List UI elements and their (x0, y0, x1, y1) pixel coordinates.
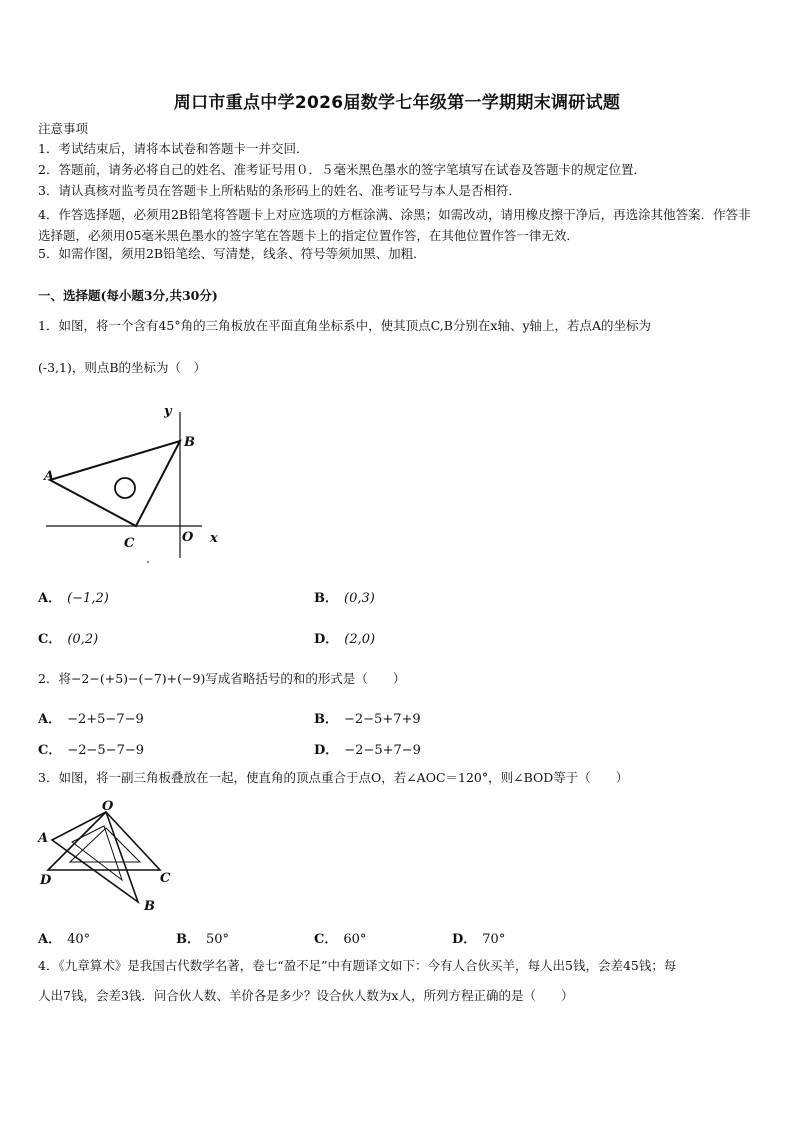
page-title: 周口市重点中学2026届数学七年级第一学期期末调研试题 (173, 93, 621, 113)
q3-triangles-figure (36, 798, 186, 918)
q3-option-a[interactable] (38, 928, 90, 947)
q3-option-b-text: 50° (206, 932, 230, 947)
q3-option-b[interactable] (176, 928, 229, 947)
q1-label-C: C (124, 536, 135, 551)
q1-coordinate-figure (40, 400, 240, 570)
q2-stem: 2．将−2−(+5)−(−7)+(−9)写成省略括号的和的形式是（ ） (38, 671, 406, 686)
notes-heading: 注意事项 (38, 121, 89, 136)
q4-stem-line2: 人出7钱，会差3钱．问合伙人数、羊价各是多少？设合伙人数为x人，所列方程正确的是（ ） (38, 988, 574, 1003)
q2-option-c[interactable] (38, 739, 144, 758)
q3-option-a-key: A． (38, 932, 62, 947)
q3-label-O: O (102, 799, 114, 814)
q1-option-c[interactable] (38, 628, 98, 647)
q2-option-d-text: −2−5+7−9 (344, 743, 421, 758)
note-item-3: 3．请认真核对监考员在答题卡上所粘贴的条形码上的姓名、准考证号与本人是否相符． (38, 183, 521, 198)
q3-label-C: C (160, 871, 171, 886)
q1-label-x: x (210, 531, 218, 546)
q3-label-A: A (38, 831, 49, 846)
q1-option-b-key: B． (314, 591, 338, 606)
q3-option-c-key: C． (314, 932, 338, 947)
q1-option-c-key: C． (38, 632, 62, 647)
q3-label-D: D (40, 873, 52, 888)
q1-label-A: A (44, 469, 55, 484)
q1-option-a-key: A． (38, 591, 62, 606)
q4-stem-line1: 4．《九章算术》是我国古代数学名著，卷七“盈不足”中有题译文如下：今有人合伙买羊，每人出5钱，会差45钱；每 (38, 958, 677, 973)
q1-triangle (50, 441, 180, 526)
q2-option-c-text: −2−5−7−9 (67, 743, 145, 758)
q3-stem: 3．如图，将一副三角板叠放在一起，使直角的顶点重合于点O，若∠AOC＝120°，则∠BOD等于（ ） (38, 770, 629, 785)
q3-label-B: B (144, 899, 155, 914)
q1-option-d-text: (2,0) (344, 632, 376, 647)
q1-small-dot (147, 561, 149, 563)
q1-label-B: B (184, 435, 195, 450)
q3-option-d[interactable] (452, 928, 505, 947)
q2-option-c-key: C． (38, 743, 62, 758)
q2-option-a-text: −2+5−7−9 (67, 712, 144, 727)
q3-option-d-key: D． (452, 932, 477, 947)
q1-option-b-text: (0,3) (344, 591, 375, 606)
q1-option-c-text: (0,2) (67, 632, 99, 647)
q1-option-b[interactable] (314, 587, 375, 606)
q1-option-a-text: (−1,2) (67, 591, 109, 606)
note-item-2: 2．答题前，请务必将自己的姓名、准考证号用０．５毫米黑色墨水的签字笔填写在试卷及答题卡的规定位置． (38, 162, 646, 177)
q2-option-b-key: B． (314, 712, 338, 727)
q2-option-a-key: A． (38, 712, 62, 727)
q3-option-c[interactable] (314, 928, 366, 947)
q1-label-y: y (164, 404, 172, 419)
q1-option-d[interactable] (314, 628, 375, 647)
q1-stem-line2: (-3,1)，则点B的坐标为（ ） (38, 360, 207, 375)
q1-label-O: O (182, 530, 194, 545)
q1-option-a[interactable] (38, 587, 109, 606)
q1-triangle-hole (115, 478, 135, 498)
q3-triangle-inner-large (70, 828, 140, 862)
q3-triangle-large (48, 812, 160, 870)
q2-option-b-text: −2−5+7+9 (344, 712, 421, 727)
q3-option-b-key: B． (176, 932, 200, 947)
q2-option-d-key: D． (314, 743, 339, 758)
q2-option-d[interactable] (314, 739, 421, 758)
q3-option-c-text: 60° (343, 932, 367, 947)
q1-stem-line1: 1．如图，将一个含有45°角的三角板放在平面直角坐标系中，使其顶点C,B分别在x轴、y轴上，若点A的坐标为 (38, 318, 652, 333)
q3-option-d-text: 70° (482, 932, 506, 947)
q1-option-d-key: D． (314, 632, 339, 647)
note-item-1: 1．考试结束后，请将本试卷和答题卡一并交回． (38, 141, 309, 156)
q3-option-a-text: 40° (67, 932, 91, 947)
q2-option-b[interactable] (314, 708, 421, 727)
q2-option-a[interactable] (38, 708, 144, 727)
note-item-5: 5．如需作图，须用2B铅笔绘、写清楚，线条、符号等须加黑、加粗． (38, 246, 426, 261)
note-item-4: 4．作答选择题，必须用2B铅笔将答题卡上对应选项的方框涂满、涂黑；如需改动，请用橡皮擦干净后，再选涂其他答案．作答非选择题，必须用05毫米黑色墨水的签字笔在答题卡上的指定位置作答，在其他位置作答一律无效． (38, 207, 751, 243)
q3-triangle-tall (52, 812, 138, 902)
section-heading: 一、选择题(每小题3分,共30分) (38, 288, 218, 303)
